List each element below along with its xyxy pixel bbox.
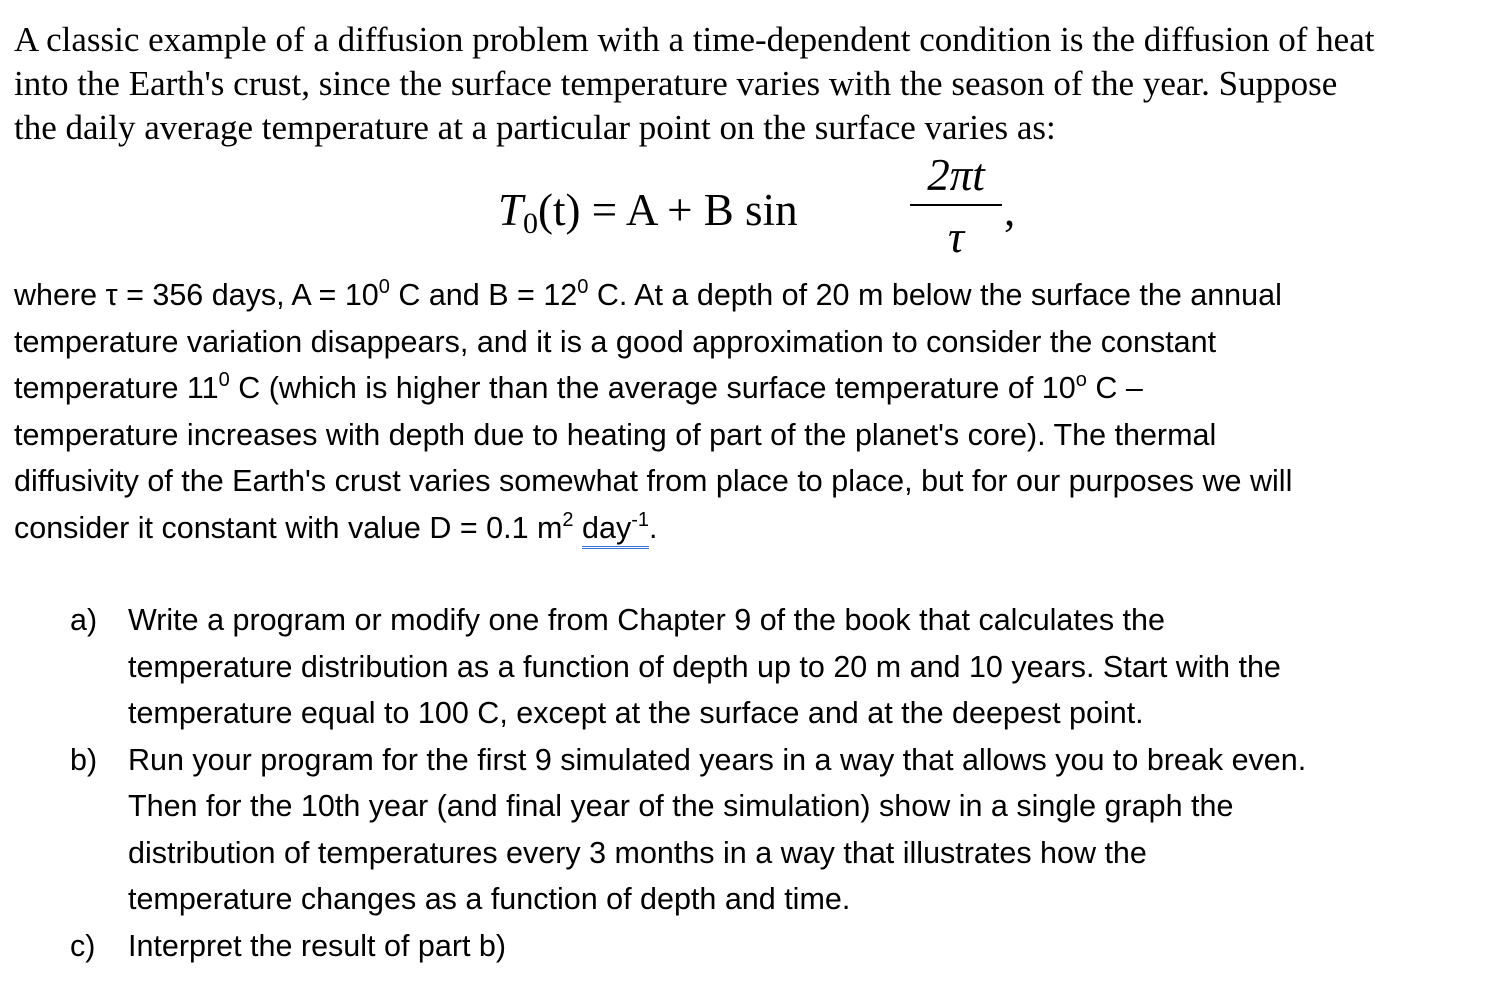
equation-symbol-t: T [498, 185, 524, 235]
equation-comma: , [1004, 185, 1016, 235]
body-line [14, 272, 1508, 319]
intro-paragraph [14, 18, 1504, 150]
equation-lhs [498, 184, 798, 241]
degree-superscript: o [1075, 369, 1087, 391]
squared-superscript: 2 [562, 508, 574, 531]
body-text-segment: temperature 11 [14, 371, 219, 405]
task-line: distribution of temperatures every 3 months in a way that illustrates how the [128, 835, 1147, 870]
task-item-c [70, 923, 1500, 970]
intro-line: A classic example of a diffusion problem with a time-dependent condition is the diffusion of heat [14, 20, 1375, 59]
body-line: temperature variation disappears, and it is a good approximation to consider the constant [14, 324, 1217, 359]
degree-superscript: 0 [378, 276, 390, 298]
task-line: temperature equal to 100 C, except at the surface and at the deepest point. [128, 696, 1144, 730]
body-text-segment: C and B = 12 [389, 278, 578, 312]
task-line: Then for the 10th year (and final year of the simulation) show in a single graph the [128, 789, 1234, 823]
task-marker: a) [70, 603, 98, 637]
body-text-segment: C. At a depth of 20 m below the surface the annual [588, 278, 1282, 312]
task-item-a [70, 597, 1500, 737]
body-text-segment: C – [1086, 371, 1143, 405]
task-item-b [70, 737, 1500, 923]
task-list [70, 597, 1500, 969]
body-line: temperature increases with depth due to heating of part of the planet's core). The thermal [14, 417, 1217, 452]
temperature-equation [498, 150, 1058, 280]
body-text-segment: C (which is higher than the average surface temperature of 10 [229, 371, 1076, 405]
equation-denominator: τ [947, 212, 965, 262]
equation-fraction [910, 150, 1002, 262]
task-line: temperature distribution as a function of depth up to 20 m and 10 years. Start with the [128, 649, 1281, 684]
equation-numerator: 2πt [927, 150, 985, 200]
degree-superscript: 0 [577, 276, 589, 298]
body-paragraph [14, 272, 1508, 551]
body-line: diffusivity of the Earth's crust varies somewhat from place to place, but for our purposes we will [14, 464, 1293, 498]
body-text-segment: where τ = 356 days, A = 10 [14, 278, 379, 312]
inverse-superscript: -1 [631, 508, 650, 531]
intro-line: the daily average temperature at a particular point on the surface varies as: [14, 108, 1056, 147]
equation-subscript: 0 [523, 207, 539, 240]
body-line [14, 365, 1508, 412]
body-text-segment: consider it constant with value D = 0.1 m [14, 510, 563, 545]
body-text-segment: . [649, 510, 658, 545]
fraction-bar [910, 204, 1002, 206]
task-line: temperature changes as a function of depth and time. [128, 882, 851, 916]
task-line: Write a program or modify one from Chapter 9 of the book that calculates the [128, 603, 1165, 637]
diffusivity-unit [582, 508, 650, 549]
equation-rest: (t) = A + B sin [538, 185, 798, 235]
task-line: Interpret the result of part b) [128, 928, 507, 963]
intro-line: into the Earth's crust, since the surface temperature varies with the season of the year. Suppose [14, 64, 1338, 103]
body-line [14, 505, 1508, 552]
task-line: Run your program for the first 9 simulated years in a way that allows you to break even. [128, 742, 1307, 777]
degree-superscript: 0 [218, 369, 230, 391]
unit-day: day [582, 510, 632, 545]
task-marker: c) [70, 928, 96, 963]
task-marker: b) [70, 742, 98, 777]
